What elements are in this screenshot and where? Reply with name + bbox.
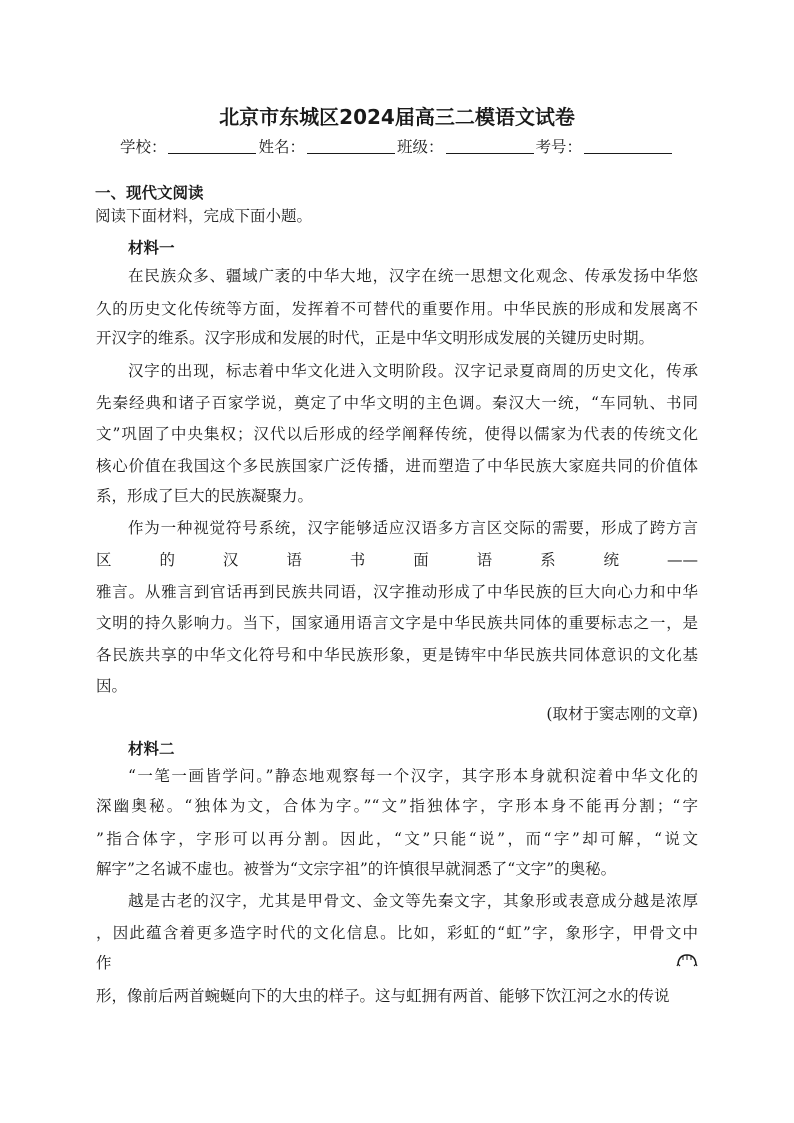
paragraph-line: 因。	[96, 677, 128, 695]
paragraph-line: 开汉字的维系。汉字形成和发展的时代，正是中华文明形成发展的关键历史时期。	[96, 329, 655, 347]
section-instruction: 阅读下面材料，完成下面小题。	[95, 207, 313, 225]
school-label: 学校：	[119, 138, 167, 156]
paragraph-line: 越是古老的汉字，尤其是甲骨文、金文等先秦文字，其象形或表意成分越是浓厚	[128, 892, 698, 910]
school-blank[interactable]	[168, 139, 256, 154]
material-2-title: 材料二	[128, 740, 175, 758]
paragraph-line: 系，形成了巨大的民族凝聚力。	[96, 487, 314, 505]
exam-number-label: 考号：	[535, 138, 583, 156]
paragraph-line: 在民族众多、疆域广袤的中华大地，汉字在统一思想文化观念、传承发扬中华悠	[128, 267, 698, 285]
paragraph-line: 作	[96, 954, 112, 972]
class-blank[interactable]	[446, 139, 534, 154]
paragraph-line: ，因此蕴含着更多造字时代的文化信息。比如，彩虹的“虹”字，象形字，甲骨文中	[96, 924, 698, 942]
paragraph-line: “一笔一画皆学问。”静态地观察每一个汉字，其字形本身就积淀着中华文化的	[128, 767, 698, 785]
paragraph-line: 形，像前后两首蜿蜒向下的大虫的样子。这与虹拥有两首、能够下饮江河之水的传说	[96, 987, 670, 1005]
paragraph-line: ”指合体字，字形可以再分割。因此，“文”只能“说”，而“字”却可解，“说文	[96, 830, 698, 848]
paragraph-line: 区 的 汉 语 书 面 语 系 统 ——	[96, 551, 698, 569]
paragraph-line: 深幽奥秘。“独体为文，合体为字。”“文”指独体字，字形本身不能再分割；“字	[96, 797, 698, 815]
section-heading: 一、现代文阅读	[95, 184, 204, 202]
paragraph-line: 作为一种视觉符号系统，汉字能够适应汉语多方言区交际的需要，形成了跨方言	[128, 519, 698, 537]
material-1-title: 材料一	[128, 239, 175, 257]
paragraph-line: 解字”之名诚不虚也。被誉为“文宗字祖”的许慎很早就洞悉了“文字”的奥秘。	[96, 860, 617, 878]
paragraph-line: 雅言。从雅言到官话再到民族共同语，汉字推动形成了中华民族的巨大向心力和中华	[96, 583, 698, 601]
name-blank[interactable]	[307, 139, 395, 154]
material-1-source: (取材于窦志刚的文章)	[546, 705, 698, 723]
oracle-bone-hong-glyph	[676, 950, 698, 968]
paragraph-line: 先秦经典和诸子百家学说，奠定了中华文明的主色调。秦汉大一统，“车同轨、书同	[96, 394, 698, 412]
name-label: 姓名：	[258, 138, 305, 156]
paragraph-line: 文明的持久影响力。当下，国家通用语言文字是中华民族共同体的重要标志之一，是	[96, 614, 698, 632]
class-label: 班级：	[397, 138, 444, 156]
paragraph-line: 久的历史文化传统等方面，发挥着不可替代的重要作用。中华民族的形成和发展离不	[96, 300, 698, 318]
paragraph-line: 汉字的出现，标志着中华文化进入文明阶段。汉字记录夏商周的历史文化，传承	[128, 362, 698, 380]
paragraph-line: 文”巩固了中央集权；汉代以后形成的经学阐释传统，使得以儒家为代表的传统文化	[96, 425, 698, 443]
paragraph-line: 核心价值在我国这个多民族国家广泛传播，进而塑造了中华民族大家庭共同的价值体	[96, 457, 698, 475]
exam-title: 北京市东城区2024届高三二模语文试卷	[219, 105, 575, 129]
exam-number-blank[interactable]	[584, 139, 672, 154]
student-info-line	[0, 135, 794, 157]
paragraph-line: 各民族共享的中华文化符号和中华民族形象，更是铸牢中华民族共同体意识的文化基	[96, 646, 698, 664]
